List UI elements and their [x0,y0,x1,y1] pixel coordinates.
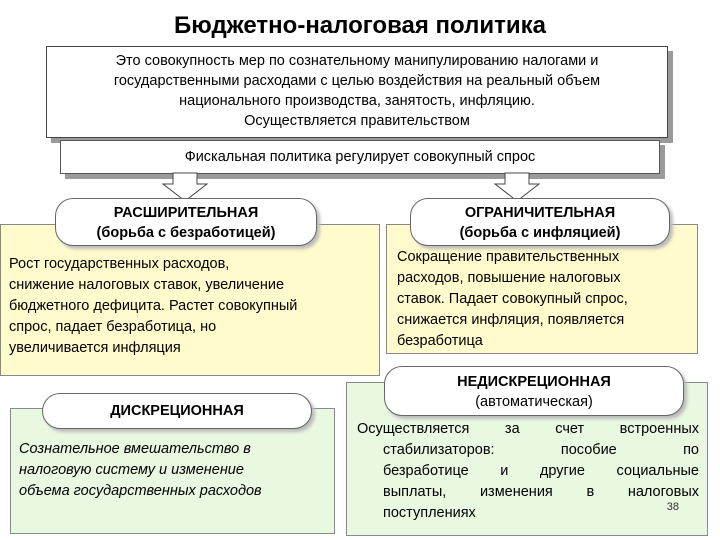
nondiscretionary-title: НЕДИСКРЕЦИОННАЯ [457,374,611,390]
page-title: Бюджетно-налоговая политика [174,12,546,39]
definition-line: Осуществляется правительством [244,113,470,129]
nondiscretionary-line: выплаты, изменения в налоговых [383,484,699,500]
definition-line: национального производства, занятость, инфляцию. [179,93,535,109]
definition-line: Это совокупность мер по сознательному манипулированию налогами и [115,53,599,69]
restrictive-line: ставок. Падает совокупный спрос, [397,291,628,307]
restrictive-line: снижается инфляция, появляется [397,312,625,328]
restrictive-title: ОГРАНИЧИТЕЛЬНАЯ [464,205,616,221]
discretionary-label: ДИСКРЕЦИОННАЯ [42,393,312,429]
nondiscretionary-line: безработице и другие социальные [383,463,699,479]
expansionary-line: Рост государственных расходов, [9,256,230,272]
expansionary-line: спрос, падает безработица, но [9,319,217,335]
expansionary-title: РАСШИРИТЕЛЬНАЯ [113,205,259,221]
restrictive-line: Сокращение правительственных [397,249,620,265]
expansionary-line: снижение налоговых ставок, увеличение [9,277,285,293]
fiscal-policy-box: Фискальная политика регулирует совокупный спрос [60,140,660,174]
discretionary-line: Сознательное вмешательство в [19,441,251,457]
expansionary-label [55,198,317,246]
expansionary-line: увеличивается инфляция [9,340,181,356]
nondiscretionary-label [384,366,684,416]
discretionary-line: объема государственных расходов [19,483,262,499]
expansionary-subtitle: (борьба с безработицей) [96,225,276,241]
restrictive-subtitle: (борьба с инфляцией) [459,225,621,241]
slide-number: 38 [666,501,679,513]
nondiscretionary-subtitle: (автоматическая) [475,394,593,410]
definition-line: государственными расходами с целью воздействия на реальный объем [113,73,601,89]
restrictive-line: безработица [397,333,483,349]
expansionary-box [0,224,380,376]
definition-box [46,46,668,138]
expansionary-line: бюджетного дефицита. Растет совокупный [9,298,298,314]
restrictive-label [410,198,670,246]
nondiscretionary-line: стабилизаторов: пособие по [383,442,699,458]
nondiscretionary-line: поступлениях [383,505,476,521]
restrictive-line: расходов, повышение налоговых [397,270,621,286]
discretionary-line: налоговую систему и изменение [19,462,244,478]
nondiscretionary-line: Осуществляется за счет встроенных [357,421,699,437]
